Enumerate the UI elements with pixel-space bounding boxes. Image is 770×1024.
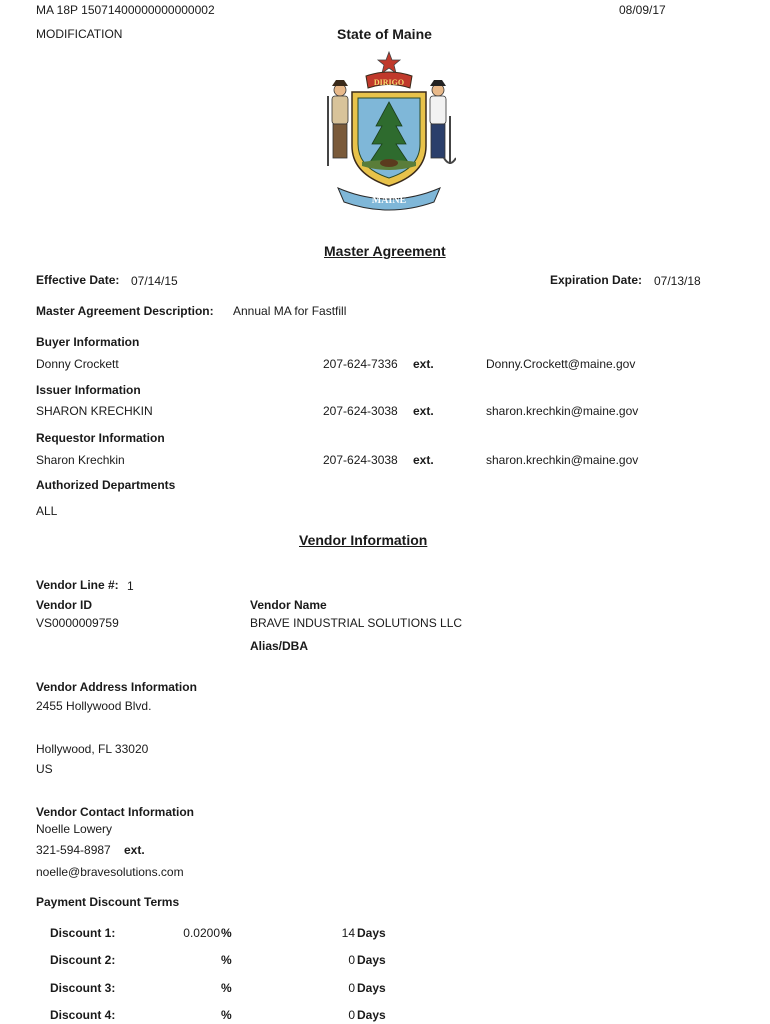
expiration-date-value: 07/13/18 — [654, 274, 701, 288]
percent-sign: % — [221, 926, 232, 940]
vendor-name-value: BRAVE INDUSTRIAL SOLUTIONS LLC — [250, 616, 463, 630]
buyer-name: Donny Crockett — [36, 357, 119, 371]
seal-sailor-hat — [430, 80, 446, 86]
document-type: MODIFICATION — [36, 27, 123, 41]
payment-discount-heading: Payment Discount Terms — [36, 895, 180, 909]
seal-star — [378, 52, 400, 73]
seal-farmer-hat — [332, 80, 348, 86]
vendor-address-heading: Vendor Address Information — [36, 680, 197, 694]
seal-motto-text: DIRIGO — [373, 78, 405, 87]
percent-sign: % — [221, 953, 232, 967]
vendor-contact-ext-label: ext. — [124, 843, 145, 857]
document-date: 08/09/17 — [619, 3, 666, 17]
days-label: Days — [357, 981, 386, 995]
requestor-ext-label: ext. — [413, 453, 434, 467]
state-title: State of Maine — [337, 26, 432, 42]
discount-days: 0 — [348, 953, 355, 967]
seal-farmer-legs — [333, 124, 347, 158]
vendor-id-label: Vendor ID — [36, 598, 93, 612]
issuer-email[interactable]: sharon.krechkin@maine.gov — [486, 404, 639, 418]
master-agreement-heading: Master Agreement — [324, 243, 446, 259]
discount-days: 0 — [348, 1008, 355, 1022]
vendor-contact-phone: 321-594-8987 — [36, 843, 111, 857]
discount-percent: 0.0200 — [183, 926, 220, 940]
vendor-line-label: Vendor Line #: — [36, 578, 119, 592]
discount-days: 14 — [341, 926, 355, 940]
days-label: Days — [357, 1008, 386, 1022]
vendor-contact-email[interactable]: noelle@bravesolutions.com — [36, 865, 184, 879]
effective-date-label: Effective Date: — [36, 273, 120, 287]
document-id: MA 18P 15071400000000000002 — [36, 3, 215, 17]
buyer-ext-label: ext. — [413, 357, 434, 371]
authorized-departments-value: ALL — [36, 504, 58, 518]
vendor-address-country: US — [36, 762, 53, 776]
seal-farmer-body — [332, 96, 348, 124]
percent-sign: % — [221, 1008, 232, 1022]
vendor-address-line1: 2455 Hollywood Blvd. — [36, 699, 152, 713]
effective-date-value: 07/14/15 — [131, 274, 178, 288]
discount-label: Discount 1: — [50, 926, 116, 940]
requestor-email[interactable]: sharon.krechkin@maine.gov — [486, 453, 639, 467]
description-value: Annual MA for Fastfill — [233, 304, 347, 318]
discount-label: Discount 4: — [50, 1008, 116, 1022]
vendor-name-label: Vendor Name — [250, 598, 327, 612]
vendor-contact-heading: Vendor Contact Information — [36, 805, 195, 819]
vendor-information-heading: Vendor Information — [299, 532, 428, 548]
seal-sailor-body — [430, 96, 446, 124]
seal-moose — [380, 159, 398, 167]
authorized-departments-heading: Authorized Departments — [36, 478, 176, 492]
requestor-phone: 207-624-3038 — [323, 453, 398, 467]
buyer-email[interactable]: Donny.Crockett@maine.gov — [486, 357, 636, 371]
issuer-heading: Issuer Information — [36, 383, 141, 397]
vendor-address-city: Hollywood, FL 33020 — [36, 742, 149, 756]
issuer-ext-label: ext. — [413, 404, 434, 418]
buyer-heading: Buyer Information — [36, 335, 140, 349]
discount-label: Discount 3: — [50, 981, 116, 995]
state-of-maine-seal — [322, 46, 456, 214]
description-label: Master Agreement Description: — [36, 304, 214, 318]
buyer-phone: 207-624-7336 — [323, 357, 398, 371]
vendor-id-value: VS0000009759 — [36, 616, 119, 630]
seal-sailor-legs — [431, 124, 445, 158]
days-label: Days — [357, 953, 386, 967]
issuer-phone: 207-624-3038 — [323, 404, 398, 418]
vendor-line-value: 1 — [127, 579, 134, 593]
seal-banner-text: MAINE — [371, 195, 407, 206]
discount-label: Discount 2: — [50, 953, 116, 967]
discount-days: 0 — [348, 981, 355, 995]
requestor-heading: Requestor Information — [36, 431, 165, 445]
issuer-name: SHARON KRECHKIN — [36, 404, 153, 418]
days-label: Days — [357, 926, 386, 940]
alias-dba-label: Alias/DBA — [250, 639, 309, 653]
expiration-date-label: Expiration Date: — [550, 273, 643, 287]
vendor-contact-name: Noelle Lowery — [36, 822, 113, 836]
percent-sign: % — [221, 981, 232, 995]
requestor-name: Sharon Krechkin — [36, 453, 125, 467]
